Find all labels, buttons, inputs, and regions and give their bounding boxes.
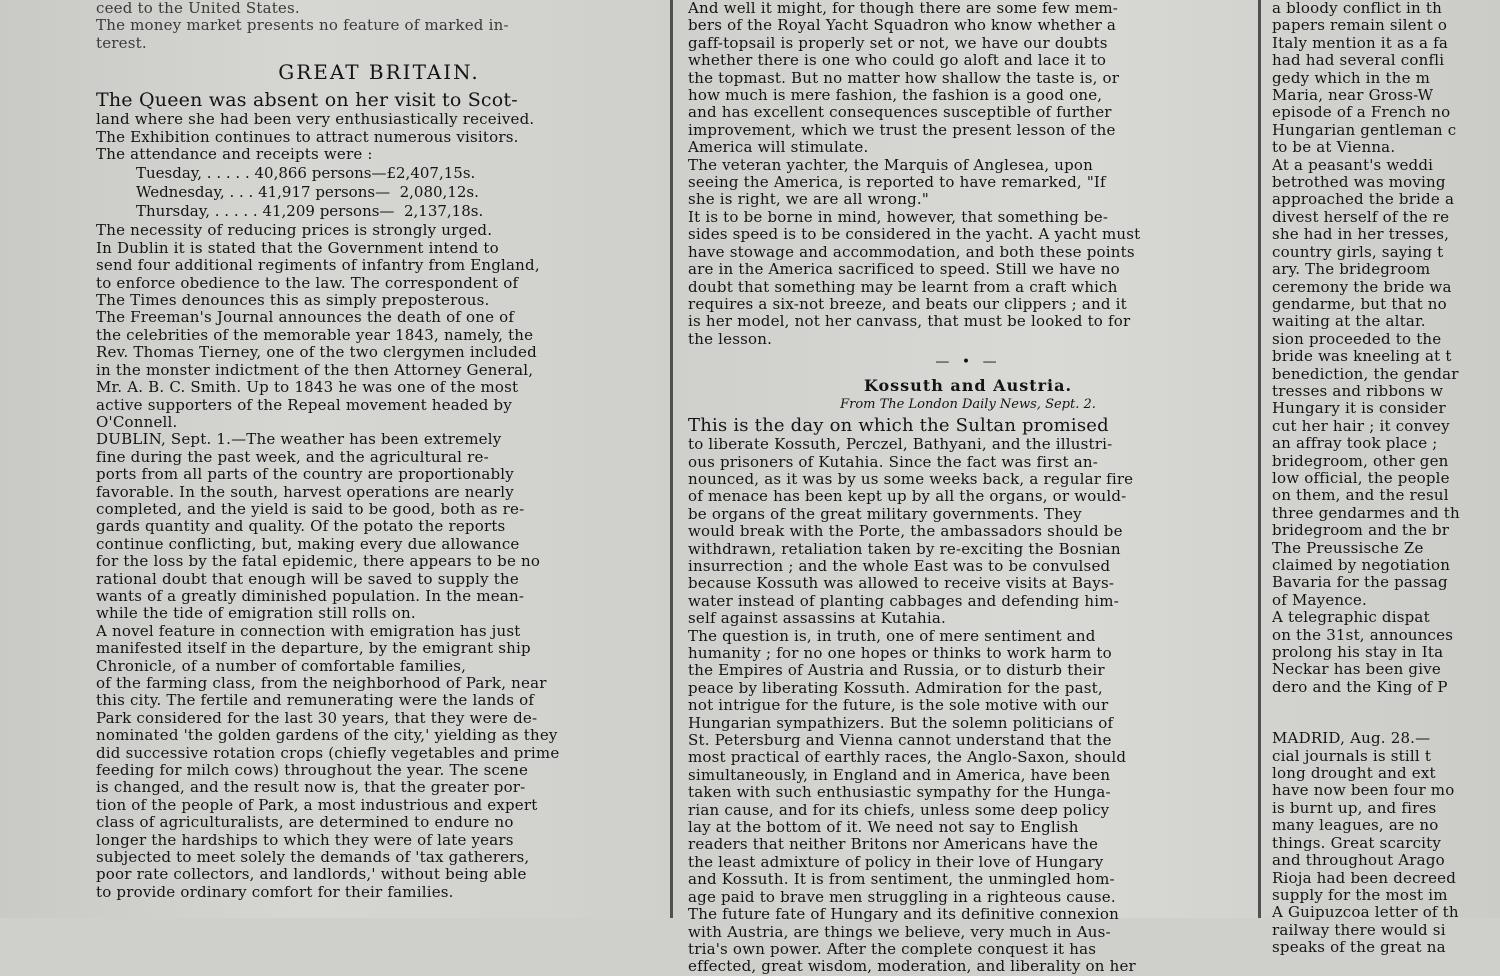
text-line: A novel feature in connection with emigration has just bbox=[96, 621, 521, 640]
text-line: to be at Vienna. bbox=[1272, 138, 1396, 157]
column-middle bbox=[688, 0, 1248, 976]
text-line: have now been four mo bbox=[1272, 781, 1455, 800]
text-line: on the 31st, announces bbox=[1272, 625, 1454, 644]
text-line: The veteran yachter, the Marquis of Anglesea, upon bbox=[688, 155, 1094, 174]
article-source: From The London Daily News, Sept. 2. bbox=[840, 397, 1096, 413]
text-line: In Dublin it is stated that the Government intend to bbox=[96, 238, 499, 257]
text-line: is changed, and the result now is, that the greater por- bbox=[96, 778, 526, 797]
text-line: this city. The fertile and remunerating were the lands of bbox=[96, 691, 535, 710]
text-line: for the loss by the fatal epidemic, there appears to be no bbox=[96, 552, 541, 571]
text-line: tion of the people of Park, a most industrious and expert bbox=[96, 795, 538, 814]
text-line: improvement, which we trust the present lesson of the bbox=[688, 120, 1116, 139]
text-line: doubt that something may be learnt from a craft which bbox=[688, 277, 1118, 296]
text-line: continue conflicting, but, making every due allowance bbox=[96, 534, 520, 553]
text-line: DUBLIN, Sept. 1.—The weather has been extremely bbox=[96, 430, 502, 449]
text-line: have stowage and accommodation, and both these points bbox=[688, 242, 1135, 261]
text-line: divest herself of the re bbox=[1272, 207, 1450, 226]
text-line: claimed by negotiation bbox=[1272, 556, 1451, 574]
text-line: supply for the most im bbox=[1272, 885, 1448, 904]
text-line: the celebrities of the memorable year 1843, namely, the bbox=[96, 325, 534, 344]
col1-lead bbox=[96, 90, 662, 163]
attendance-table bbox=[96, 165, 662, 220]
col3-text bbox=[1272, 0, 1500, 696]
text-line: active supporters of the Repeal movement headed by bbox=[96, 395, 513, 414]
text-line: nounced, as it was by us some weeks back, a regular fire bbox=[688, 469, 1134, 488]
text-line: The Queen was absent on her visit to Scot- bbox=[96, 89, 518, 112]
text-line: railway there would si bbox=[1272, 920, 1446, 939]
text-line: This is the day on which the Sultan promised bbox=[688, 415, 1109, 437]
table-row: Wednesday, . . . 41,917 persons— 2,080,12s. bbox=[136, 183, 479, 202]
text-line: country girls, saying t bbox=[1272, 242, 1444, 261]
text-line: most practical of earthly races, the Anglo-Saxon, should bbox=[688, 748, 1127, 767]
text-line: of the farming class, from the neighborhood of Park, near bbox=[96, 674, 547, 692]
text-line: bride was kneeling at t bbox=[1272, 347, 1452, 366]
text-line: favorable. In the south, harvest operations are nearly bbox=[96, 482, 514, 501]
text-line: are in the America sacrificed to speed. Still we have no bbox=[688, 260, 1120, 279]
col1-top-text bbox=[96, 0, 662, 52]
text-line: MADRID, Aug. 28.— bbox=[1272, 729, 1431, 748]
text-line: nominated 'the golden gardens of the city,' yielding as they bbox=[96, 726, 558, 745]
text-line: insurrection ; and the whole East was to be convulsed bbox=[688, 556, 1111, 575]
text-line: requires a six-not breeze, and beats our clippers ; and it bbox=[688, 294, 1127, 313]
text-line: gaff-topsail is properly set or not, we have our doubts bbox=[688, 33, 1108, 52]
text-line: be organs of the great military governments. They bbox=[688, 504, 1082, 523]
text-line: The Exhibition continues to attract numerous visitors. bbox=[96, 127, 519, 146]
text-line: lay at the bottom of it. We need not say to English bbox=[688, 818, 1079, 837]
text-line: And well it might, for though there are some few mem- bbox=[688, 0, 1119, 17]
text-line: ous prisoners of Kutahia. Since the fact was first an- bbox=[688, 452, 1098, 471]
text-line: A telegraphic dispat bbox=[1272, 608, 1430, 627]
text-line: while the tide of emigration still rolls on. bbox=[96, 604, 416, 623]
text-line: effected, great wisdom, moderation, and liberality on her bbox=[688, 957, 1136, 976]
text-line: sides speed is to be considered in the yacht. A yacht must bbox=[688, 225, 1141, 244]
table-row: Thursday, . . . . . 41,209 persons— 2,137,18s. bbox=[136, 202, 484, 221]
text-line: benediction, the gendar bbox=[1272, 364, 1459, 383]
text-line: the topmast. But no matter how shallow the taste is, or bbox=[688, 68, 1120, 87]
text-line: many leagues, are no bbox=[1272, 816, 1439, 835]
text-line: poor rate collectors, and landlords,' without being able bbox=[96, 865, 527, 884]
text-line: in the monster indictment of the then Attorney General, bbox=[96, 360, 534, 379]
text-line: The Preussische Ze bbox=[1272, 538, 1424, 557]
text-line: The question is, in truth, one of mere sentiment and bbox=[688, 626, 1096, 645]
spacer bbox=[1272, 696, 1500, 730]
text-line: gedy which in the m bbox=[1272, 68, 1431, 87]
text-line: the Empires of Austria and Russia, or to disturb their bbox=[688, 661, 1105, 680]
text-line: dero and the King of P bbox=[1272, 677, 1448, 696]
text-line: self against assassins at Kutahia. bbox=[688, 609, 946, 628]
text-line: gendarme, but that no bbox=[1272, 294, 1447, 313]
text-line: approached the bride a bbox=[1272, 190, 1455, 209]
text-line: long drought and ext bbox=[1272, 764, 1436, 783]
column-left bbox=[96, 0, 662, 918]
text-line: ports from all parts of the country are proportionably bbox=[96, 465, 514, 484]
text-line: ary. The bridegroom bbox=[1272, 260, 1431, 279]
text-line: papers remain silent o bbox=[1272, 16, 1448, 35]
text-line: to provide ordinary comfort for their families. bbox=[96, 882, 454, 901]
text-line: had had several confli bbox=[1272, 51, 1445, 70]
text-line: sion proceeded to the bbox=[1272, 329, 1442, 348]
text-line: manifested itself in the departure, by the emigrant ship bbox=[96, 639, 531, 658]
text-line: Maria, near Gross-W bbox=[1272, 86, 1434, 105]
text-line: Italy mention it as a fa bbox=[1272, 33, 1448, 52]
text-line: feeding for milch cows) throughout the year. The scene bbox=[96, 761, 529, 780]
text-line: three gendarmes and th bbox=[1272, 503, 1460, 522]
text-line: ceremony the bride wa bbox=[1272, 277, 1452, 296]
text-line: completed, and the yield is said to be good, both as re- bbox=[96, 499, 525, 518]
table-row: Tuesday, . . . . . 40,866 persons—£2,407,15s. bbox=[136, 164, 476, 183]
text-line: whether there is one who could go aloft and lace it to bbox=[688, 51, 1107, 70]
text-line: class of agriculturalists, are determined to endure no bbox=[96, 813, 514, 832]
section-heading: GREAT BRITAIN. bbox=[278, 60, 480, 85]
text-line: on them, and the resul bbox=[1272, 486, 1449, 505]
text-line: tresses and ribbons w bbox=[1272, 381, 1444, 400]
text-line: cut her hair ; it convey bbox=[1272, 416, 1450, 435]
text-line: things. Great scarcity bbox=[1272, 833, 1442, 852]
column-rule bbox=[1258, 0, 1261, 918]
text-line: At a peasant's weddi bbox=[1272, 155, 1434, 174]
text-line: The necessity of reducing prices is strongly urged. bbox=[96, 221, 493, 240]
text-line: simultaneously, in England and in America, have been bbox=[688, 765, 1111, 784]
text-line: age paid to brave men struggling in a righteous cause. bbox=[688, 887, 1116, 906]
text-line: It is to be borne in mind, however, that something be- bbox=[688, 207, 1109, 226]
col2-top-text bbox=[688, 0, 1248, 348]
text-line: The Times denounces this as simply preposterous. bbox=[96, 291, 490, 310]
text-line: rational doubt that enough will be saved to supply the bbox=[96, 569, 519, 588]
text-line: Hungarian gentleman c bbox=[1272, 120, 1457, 139]
text-line: O'Connell. bbox=[96, 412, 178, 431]
text-line: tria's own power. After the complete conquest it has bbox=[688, 939, 1097, 958]
text-line: St. Petersburg and Vienna cannot understand that the bbox=[688, 731, 1112, 750]
col3-text-bottom bbox=[1272, 730, 1500, 956]
section-divider: — • — bbox=[935, 354, 1001, 371]
text-line: she had in her tresses, bbox=[1272, 225, 1450, 244]
text-line: to liberate Kossuth, Perczel, Bathyani, and the illustri- bbox=[688, 435, 1113, 454]
text-line: betrothed was moving bbox=[1272, 173, 1446, 192]
text-line: the lesson. bbox=[688, 329, 773, 348]
column-right bbox=[1272, 0, 1500, 957]
text-line: bridegroom, other gen bbox=[1272, 451, 1449, 470]
text-line: of Mayence. bbox=[1272, 590, 1367, 609]
text-line: The future fate of Hungary and its definitive connexion bbox=[688, 905, 1119, 924]
text-line: is her model, not her canvass, that must be looked to for bbox=[688, 312, 1131, 331]
text-line: terest. bbox=[96, 33, 147, 52]
text-line: bridegroom and the br bbox=[1272, 521, 1450, 540]
text-line: Neckar has been give bbox=[1272, 660, 1441, 679]
text-line: did successive rotation crops (chiefly vegetables and prime bbox=[96, 743, 560, 762]
column-rule bbox=[670, 0, 673, 918]
article-heading: Kossuth and Austria. bbox=[863, 376, 1073, 396]
text-line: because Kossuth was allowed to receive visits at Bays- bbox=[688, 574, 1115, 593]
text-line: The Freeman's Journal announces the death of one of bbox=[96, 308, 515, 327]
text-line: gards quantity and quality. Of the potato the reports bbox=[96, 517, 506, 536]
text-line: Chronicle, of a number of comfortable families, bbox=[96, 656, 467, 675]
text-line: an affray took place ; bbox=[1272, 434, 1438, 453]
text-line: a bloody conflict in th bbox=[1272, 0, 1442, 17]
text-line: taken with such enthusiastic sympathy for the Hunga- bbox=[688, 783, 1111, 802]
text-line: rian cause, and for its chiefs, unless some deep policy bbox=[688, 800, 1110, 819]
text-line: land where she had been very enthusiastically received. bbox=[96, 110, 535, 129]
text-line: she is right, we are all wrong." bbox=[688, 190, 929, 209]
text-line: to enforce obedience to the law. The correspondent of bbox=[96, 273, 519, 292]
text-line: The attendance and receipts were : bbox=[96, 145, 373, 164]
text-line: and Kossuth. It is from sentiment, the unmingled hom- bbox=[688, 870, 1115, 889]
text-line: subjected to meet solely the demands of 'tax gatherers, bbox=[96, 848, 530, 867]
text-line: ceed to the United States. bbox=[96, 0, 300, 17]
text-line: America will stimulate. bbox=[688, 138, 869, 157]
text-line: Hungary it is consider bbox=[1272, 399, 1446, 418]
text-line: Hungarian sympathizers. But the solemn politicians of bbox=[688, 713, 1114, 732]
text-line: is burnt up, and fires bbox=[1272, 798, 1437, 817]
text-line: longer the hardships to which they were of late years bbox=[96, 830, 514, 849]
text-line: would break with the Porte, the ambassadors should be bbox=[688, 522, 1123, 541]
text-line: send four additional regiments of infantry from England, bbox=[96, 256, 540, 275]
text-line: waiting at the altar. bbox=[1272, 312, 1426, 331]
text-line: readers that neither Britons nor Americans have the bbox=[688, 835, 1099, 854]
text-line: episode of a French no bbox=[1272, 103, 1451, 122]
text-line: withdrawn, retaliation taken by re-exciting the Bosnian bbox=[688, 539, 1121, 558]
text-line: wants of a greatly diminished population. In the mean- bbox=[96, 586, 525, 605]
text-line: the least admixture of policy in their love of Hungary bbox=[688, 852, 1104, 871]
text-line: speaks of the great na bbox=[1272, 938, 1446, 957]
text-line: Rev. Thomas Tierney, one of the two clergymen included bbox=[96, 343, 537, 362]
text-line: how much is mere fashion, the fashion is a good one, bbox=[688, 86, 1103, 105]
text-line: Bavaria for the passag bbox=[1272, 573, 1448, 592]
text-line: seeing the America, is reported to have remarked, "If bbox=[688, 173, 1106, 192]
text-line: not intrigue for the future, is the sole motive with our bbox=[688, 696, 1109, 715]
text-line: and has excellent consequences susceptible of further bbox=[688, 103, 1112, 122]
text-line: A Guipuzcoa letter of th bbox=[1272, 903, 1459, 922]
text-line: The money market presents no feature of marked in- bbox=[96, 16, 509, 35]
text-line: prolong his stay in Ita bbox=[1272, 643, 1444, 662]
text-line: Park considered for the last 30 years, that they were de- bbox=[96, 708, 538, 727]
text-line: Rioja had been decreed bbox=[1272, 868, 1457, 887]
text-line: Mr. A. B. C. Smith. Up to 1843 he was one of the most bbox=[96, 378, 519, 397]
col2-body bbox=[688, 436, 1248, 976]
text-line: humanity ; for no one hopes or thinks to work harm to bbox=[688, 644, 1112, 662]
text-line: with Austria, are things we believe, very much in Aus- bbox=[688, 922, 1111, 941]
text-line: cial journals is still t bbox=[1272, 746, 1432, 765]
text-line: water instead of planting cabbages and defending him- bbox=[688, 591, 1119, 610]
text-line: and throughout Arago bbox=[1272, 851, 1445, 870]
text-line: fine during the past week, and the agricultural re- bbox=[96, 447, 489, 466]
text-line: low official, the people bbox=[1272, 468, 1450, 487]
col1-body bbox=[96, 222, 662, 901]
text-line: of menace has been kept up by all the organs, or would- bbox=[688, 487, 1127, 506]
text-line: bers of the Royal Yacht Squadron who know whether a bbox=[688, 16, 1117, 35]
text-line: peace by liberating Kossuth. Admiration for the past, bbox=[688, 678, 1103, 697]
